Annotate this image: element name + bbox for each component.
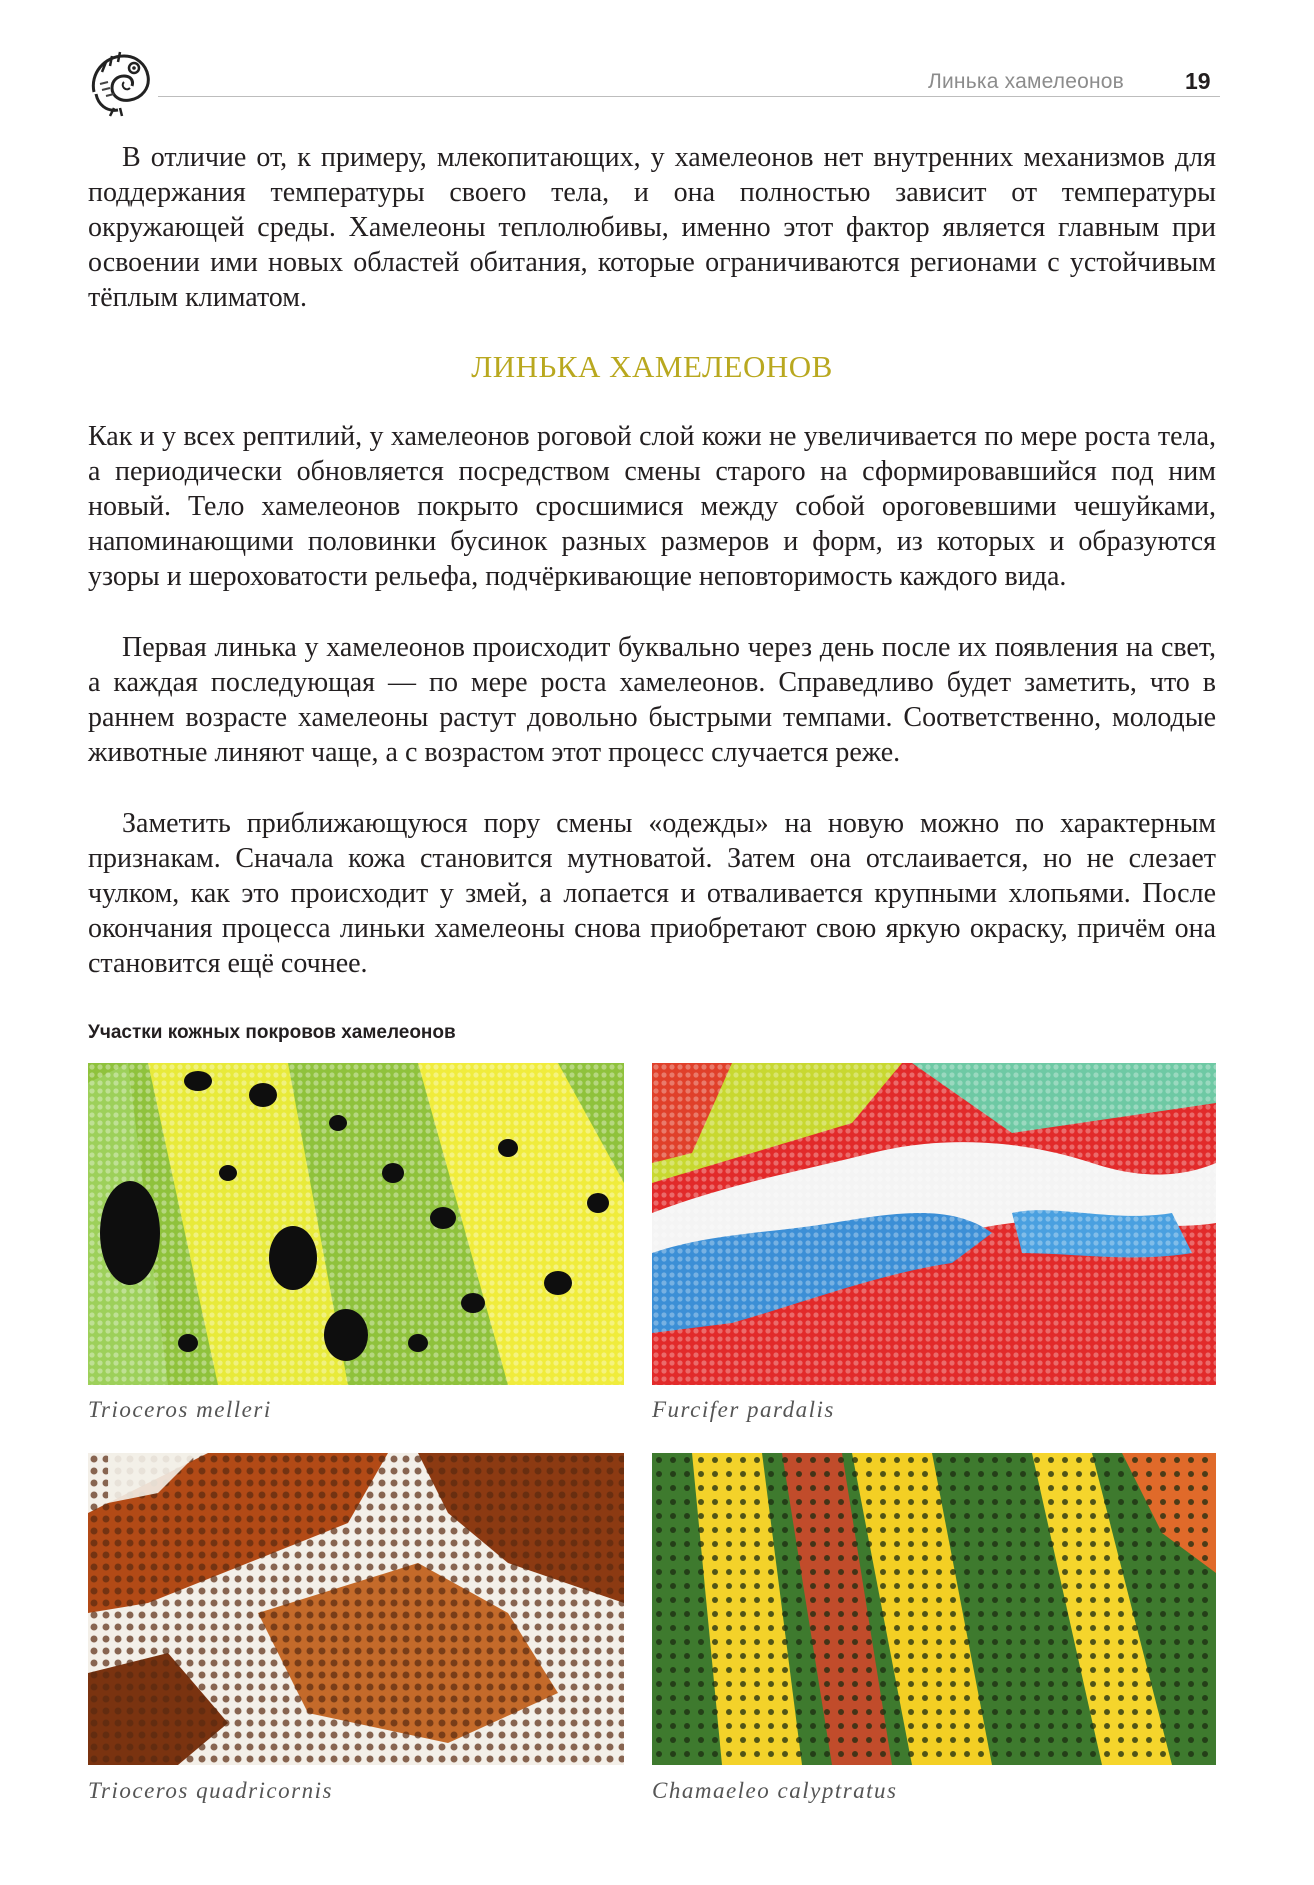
figure-caption: Участки кожных покровов хамелеонов bbox=[88, 1022, 456, 1043]
species-label: Trioceros quadricornis bbox=[88, 1778, 333, 1803]
species-label: Trioceros melleri bbox=[88, 1397, 272, 1422]
page-number: 19 bbox=[1185, 68, 1211, 94]
section-title: ЛИНЬКА ХАМЕЛЕОНОВ bbox=[471, 349, 833, 384]
body-paragraph: Как и у всех рептилий, у хамелеонов роговой слой кожи не увеличивается по мере роста тела, а периодически обновляется посредством смены старого на сформировавшийся под ним новый. Тело хамелеонов покрыто сросшимися между собой ороговевшими чешуйками, напоминающими половинки бусинок разных размеров и форм, из которых и образуются узоры и шероховатости рельефа, подчёркивающие неповторимость каждого вида. bbox=[88, 421, 1216, 592]
skin-photo-trioceros-melleri bbox=[88, 1063, 624, 1385]
intro-paragraph: В отличие от, к примеру, млекопитающих, у хамелеонов нет внутренних механизмов для поддержания температуры своего тела, и она полностью зависит от температуры окружающей среды. Хамелеоны теплолюбивы, именно этот фактор является главным при освоении ими новых областей обитания, которые ограничиваются регионами с устойчивым тёплым климатом. bbox=[88, 142, 1216, 313]
body-paragraph: Первая линька у хамелеонов происходит буквально через день после их появления на свет, а каждая последующая — по мере роста хамелеонов. Справедливо будет заметить, что в раннем возрасте хамелеоны растут довольно быстрыми темпами. Соответственно, молодые животные линяют чаще, а с возрастом этот процесс случается реже. bbox=[88, 632, 1216, 768]
species-label: Chamaeleo calyptratus bbox=[652, 1778, 898, 1803]
header-rule bbox=[158, 96, 1220, 97]
skin-photo-chamaeleo-calyptratus bbox=[652, 1453, 1216, 1765]
skin-photo-furcifer-pardalis bbox=[652, 1063, 1216, 1385]
running-title: Линька хамелеонов bbox=[928, 70, 1125, 93]
species-label: Furcifer pardalis bbox=[652, 1397, 835, 1422]
skin-photo-trioceros-quadricornis bbox=[88, 1453, 624, 1765]
body-paragraph: Заметить приближающуюся пору смены «одежды» на новую можно по характерным признакам. Сначала кожа становится мутноватой. Затем она отслаивается, но не слезает чулком, как это происходит у змей, а лопается и отваливается крупными хлопьями. После окончания процесса линьки хамелеоны снова приобретают свою яркую окраску, причём она становится ещё сочнее. bbox=[88, 808, 1216, 979]
chameleon-logo-icon bbox=[84, 46, 156, 120]
